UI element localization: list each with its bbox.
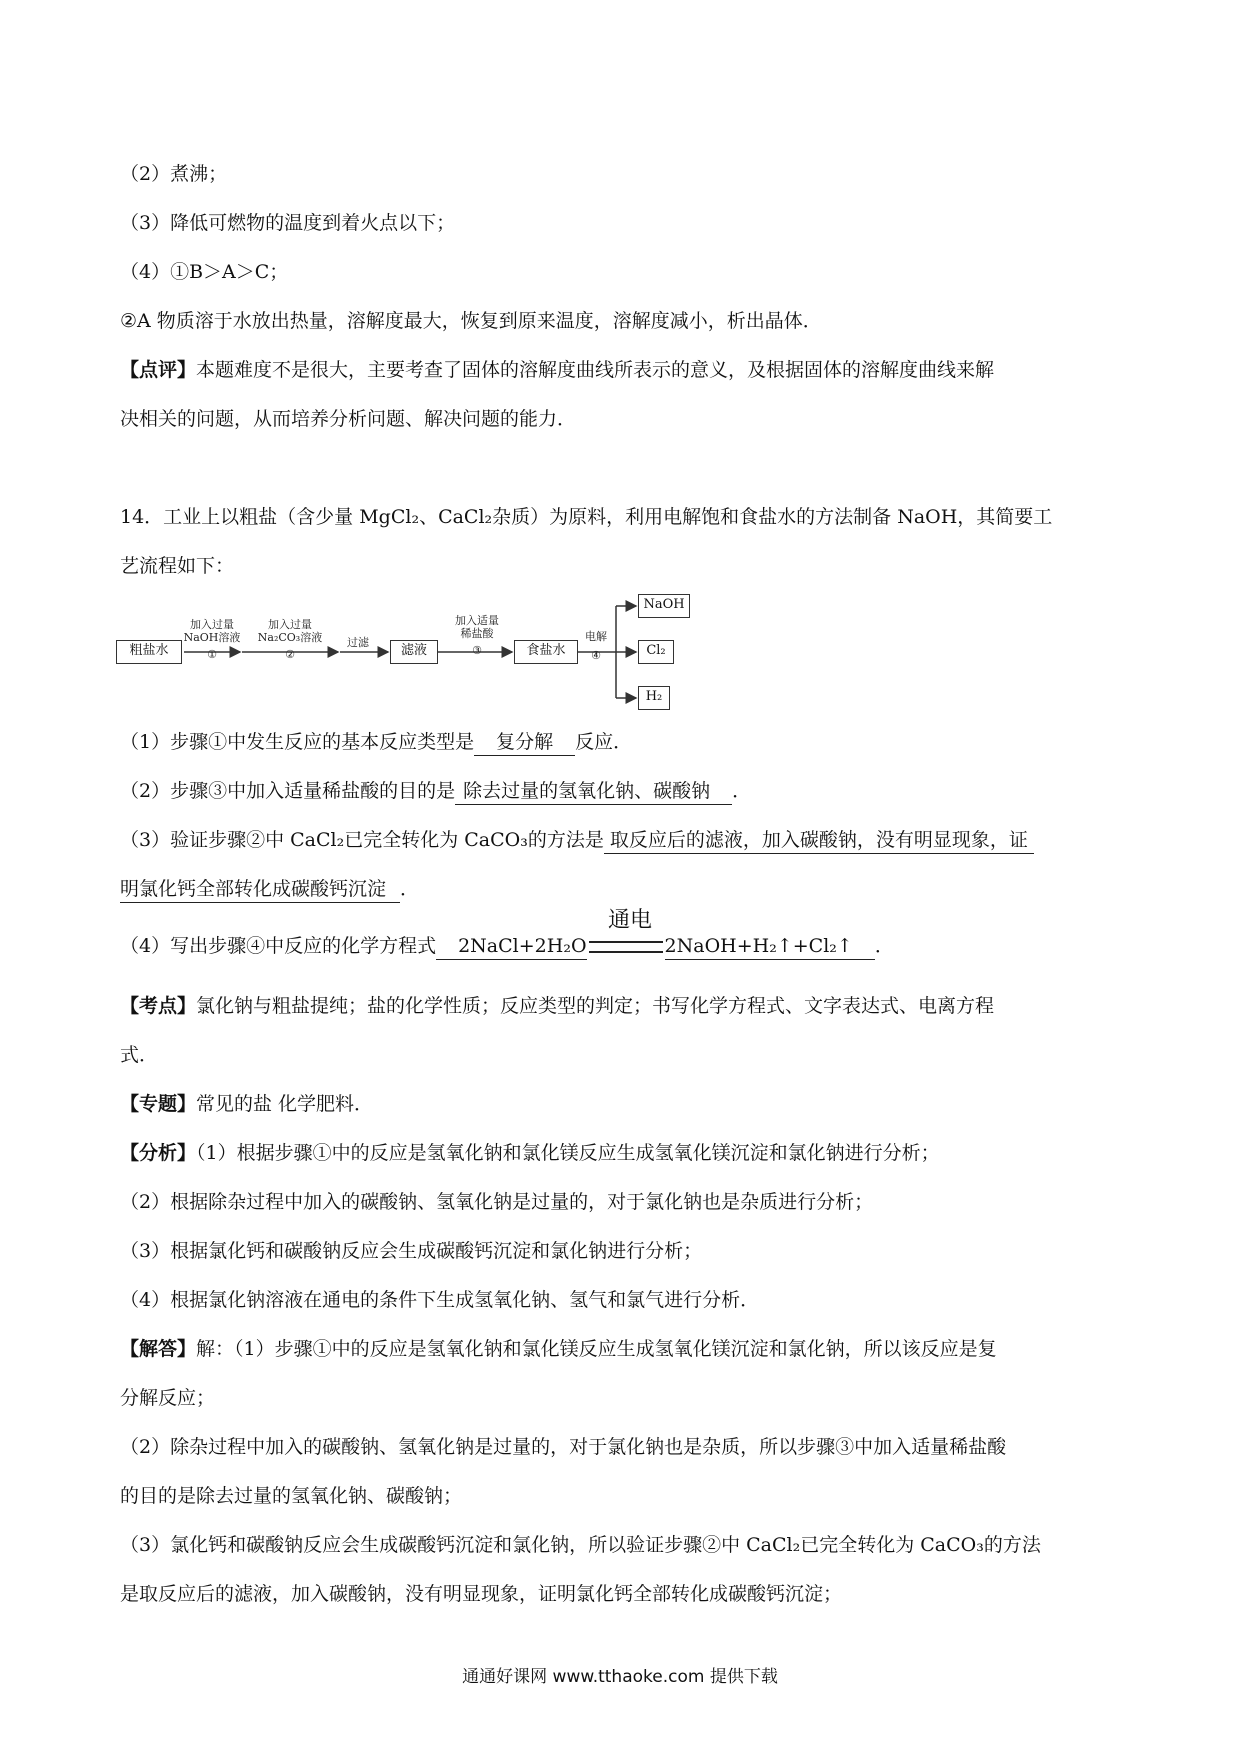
process-flow-diagram: [112, 580, 692, 715]
answer-line-3: （3）降低可燃物的温度到着火点以下；: [120, 212, 456, 234]
step1-number: ①: [207, 648, 217, 661]
fenxi-text-1: （1）根据步骤①中的反应是氢氧化钠和氯化镁反应生成氢氧化镁沉淀和氯化钠进行分析；: [196, 1142, 940, 1164]
equation-equals-sign: [589, 941, 663, 953]
page-footer: 通通好课网 www.tthaoke.com 提供下载: [462, 1667, 778, 1687]
jieda-heading: 【解答】: [120, 1338, 197, 1360]
box-filtrate: 滤液: [390, 640, 438, 664]
question-14-line-1: 14．工业上以粗盐（含少量 MgCl₂、CaCl₂杂质）为原料，利用电解饱和食盐水的方法制备 NaOH，其简要工: [120, 506, 1053, 528]
step4-number: ④: [591, 649, 601, 662]
answer-q1-fill: 复分解: [474, 731, 575, 756]
fenxi-line-3: （3）根据氯化钙和碳酸钠反应会生成碳酸钙沉淀和氯化钠进行分析；: [120, 1240, 703, 1262]
dianping-line-2: 决相关的问题，从而培养分析问题、解决问题的能力．: [120, 408, 577, 430]
box-raw-brine: 粗盐水: [116, 640, 182, 664]
step3-line-1: 加入适量: [455, 614, 499, 627]
answer-q1: [120, 728, 1130, 756]
equation-products: 2NaOH+H₂↑+Cl₂↑: [665, 935, 875, 960]
kaodian-heading: 【考点】: [120, 995, 197, 1017]
box-brine: 食盐水: [514, 640, 578, 664]
answer-q4: [120, 932, 1130, 960]
answer-q2-fill: 除去过量的氢氧化钠、碳酸钠: [455, 780, 732, 805]
jieda-line-1: [120, 1335, 1130, 1363]
jieda-line-4: 的目的是除去过量的氢氧化钠、碳酸钠；: [120, 1485, 463, 1507]
answer-q2: [120, 777, 1130, 805]
step1-line-2: NaOH溶液: [183, 631, 241, 644]
filter-label: 过滤: [347, 636, 369, 649]
kaodian-line-1: [120, 992, 1130, 1020]
step2-number: ②: [285, 648, 295, 661]
step1-line-1: 加入过量: [190, 618, 234, 631]
answer-q3-prompt: （3）验证步骤②中 CaCl₂已完全转化为 CaCO₃的方法是: [120, 829, 604, 851]
equation-reactants: 2NaCl+2H₂O: [436, 935, 586, 960]
dianping-text-1: 本题难度不是很大，主要考查了固体的溶解度曲线所表示的意义，及根据固体的溶解度曲线来解: [196, 359, 995, 381]
step3-number: ③: [472, 644, 482, 657]
answer-q3-line-2: [120, 875, 1130, 903]
jieda-line-5: （3）氯化钙和碳酸钠反应会生成碳酸钙沉淀和氯化钠，所以验证步骤②中 CaCl₂已完全转化为 CaCO₃的方法: [120, 1534, 1041, 1556]
kaodian-line-2: 式．: [120, 1044, 159, 1066]
answer-q3-line-1: [120, 826, 1130, 854]
fenxi-heading: 【分析】: [120, 1142, 197, 1164]
equation-condition: 通电: [608, 908, 653, 933]
answer-q2-prompt: （2）步骤③中加入适量稀盐酸的目的是: [120, 780, 456, 802]
step4-label: [578, 630, 614, 662]
answer-q3-fill-1: 取反应后的滤液，加入碳酸钠，没有明显现象，证: [604, 829, 1034, 854]
box-cl2: Cl₂: [638, 640, 674, 664]
fenxi-line-2: （2）根据除杂过程中加入的碳酸钠、氢氧化钠是过量的，对于氯化钠也是杂质进行分析；: [120, 1191, 874, 1213]
step2-line-1: 加入过量: [268, 618, 312, 631]
answer-q4-prompt: （4）写出步骤④中反应的化学方程式: [120, 935, 437, 957]
kaodian-text-1: 氯化钠与粗盐提纯；盐的化学性质；反应类型的判定；书写化学方程式、文字表达式、电离方程: [196, 995, 995, 1017]
fenxi-line-4: （4）根据氯化钠溶液在通电的条件下生成氢氧化钠、氢气和氯气进行分析．: [120, 1289, 760, 1311]
answer-q3-fill-2: 明氯化钙全部转化成碳酸钙沉淀: [120, 878, 400, 903]
jieda-line-3: （2）除杂过程中加入的碳酸钠、氢氧化钠是过量的，对于氯化钠也是杂质，所以步骤③中加入适量稀盐酸: [120, 1436, 1007, 1458]
box-naoh: NaOH: [638, 594, 690, 618]
answer-q2-suffix: ．: [732, 780, 752, 802]
answer-q4-suffix: ．: [874, 935, 894, 957]
step3-label: [442, 614, 512, 657]
zhuanti-line: [120, 1090, 1130, 1118]
answer-q1-suffix: 反应．: [575, 731, 633, 753]
jieda-text-1a: 解：（1）步骤①中的反应是氢氧化钠和氯化镁反应生成氢氧化镁沉淀和氯化钠，所以该反应是复: [196, 1338, 997, 1360]
answer-line-4: （4）①B＞A＞C；: [120, 261, 289, 283]
zhuanti-heading: 【专题】: [120, 1093, 197, 1115]
answer-line-2: （2）煮沸；: [120, 163, 228, 185]
step2-label: [240, 618, 340, 661]
step3-line-2: 稀盐酸: [460, 627, 494, 640]
dianping-line-1: [120, 356, 1130, 384]
answer-q1-prompt: （1）步骤①中发生反应的基本反应类型是: [120, 731, 475, 753]
zhuanti-text: 常见的盐 化学肥料．: [196, 1093, 374, 1115]
step2-line-2: Na₂CO₃溶液: [257, 631, 323, 644]
answer-line-4b: ②A 物质溶于水放出热量，溶解度最大，恢复到原来温度，溶解度减小，析出晶体．: [120, 310, 822, 332]
jieda-line-6: 是取反应后的滤液，加入碳酸钠，没有明显现象，证明氯化钙全部转化成碳酸钙沉淀；: [120, 1583, 843, 1605]
jieda-line-2: 分解反应；: [120, 1387, 216, 1409]
fenxi-line-1: [120, 1139, 1130, 1167]
box-h2: H₂: [638, 686, 670, 710]
step4-line-1: 电解: [585, 630, 607, 643]
dianping-heading: 【点评】: [120, 359, 197, 381]
question-14-line-2: 艺流程如下：: [120, 555, 235, 577]
answer-q3-suffix: ．: [400, 878, 420, 900]
